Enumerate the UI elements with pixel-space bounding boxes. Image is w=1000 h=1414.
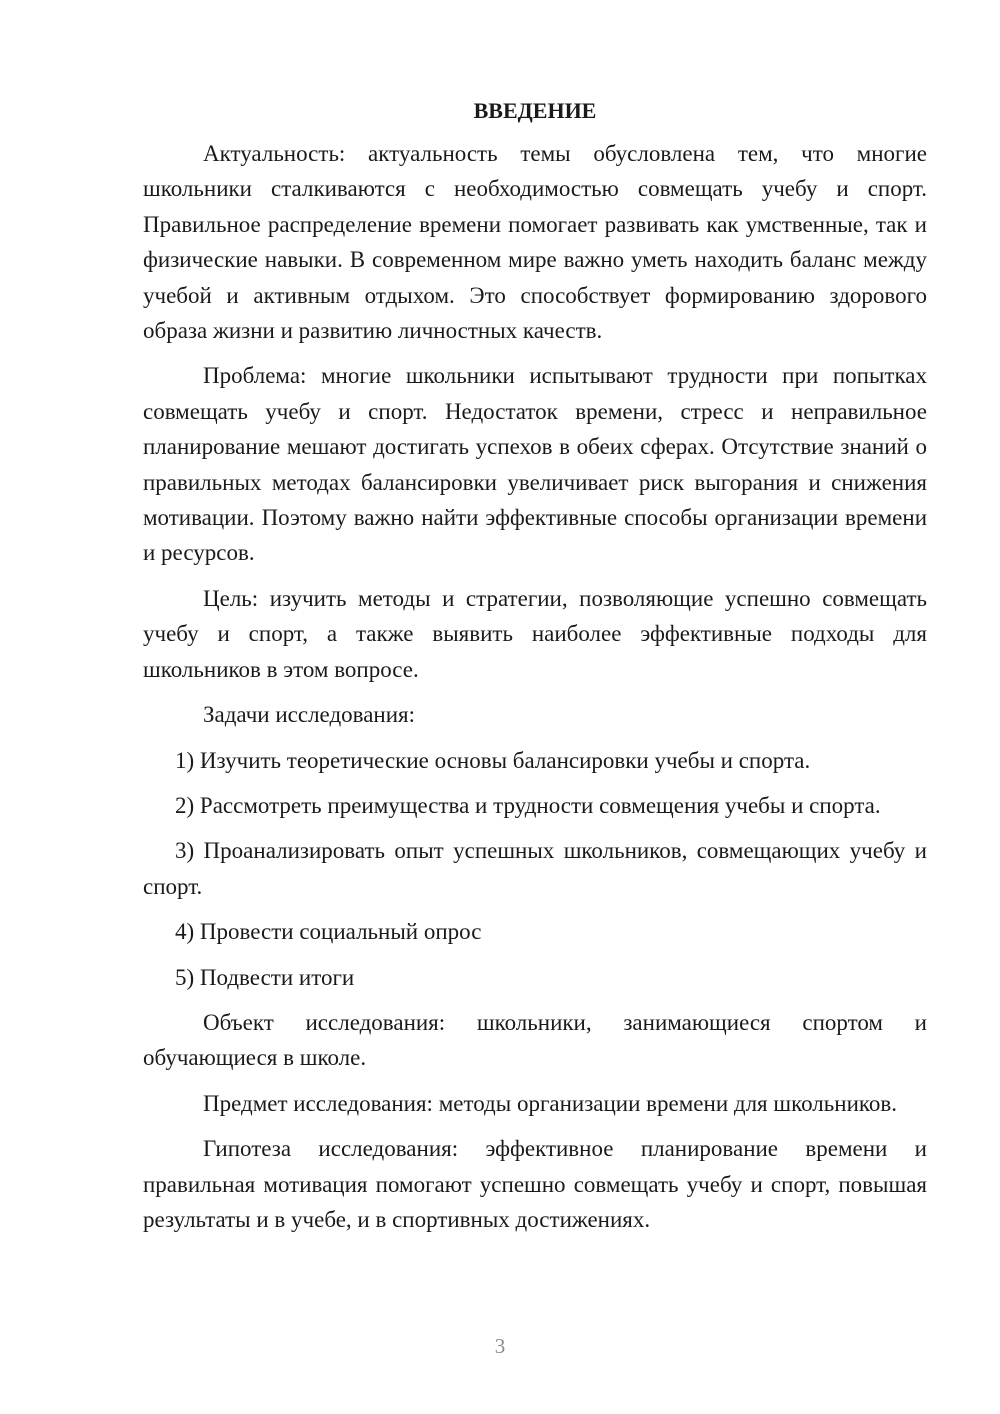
task-item: 2) Рассмотреть преимущества и трудности совмещения учебы и спорта. <box>175 792 881 818</box>
hypothesis-paragraph: Гипотеза исследования: эффективное планирование времени и правильная мотивация помогают успешно совмещать учебу и спорт, повышая результаты и в учебе, и в спортивных достижениях. <box>143 1136 927 1232</box>
task-item: 4) Провести социальный опрос <box>175 919 482 945</box>
object-paragraph: Объект исследования: школьники, занимающиеся спортом и обучающиеся в школе. <box>143 1009 927 1071</box>
task-item: 1) Изучить теоретические основы балансировки учебы и спорта. <box>175 747 811 773</box>
page-content <box>143 96 927 1247</box>
relevance-paragraph: Актуальность: актуальность темы обусловлена тем, что многие школьники сталкиваются с необходимостью совмещать учебу и спорт. Правильное распределение времени помогает развивать как умственные, так и физические навыки. В современном мире важно уметь находить баланс между учебой и активным отдыхом. Это способствует формированию здорового образа жизни и развитию личностных качеств. <box>143 141 927 344</box>
task-item: 3) Проанализировать опыт успешных школьников, совмещающих учебу и спорт. <box>143 838 927 899</box>
page-number: 3 <box>494 1334 506 1358</box>
subject-paragraph: Предмет исследования: методы организации времени для школьников. <box>203 1090 897 1116</box>
tasks-heading: Задачи исследования: <box>203 702 416 728</box>
task-item: 5) Подвести итоги <box>175 964 355 990</box>
section-title: ВВЕДЕНИЕ <box>473 98 597 123</box>
problem-paragraph: Проблема: многие школьники испытывают трудности при попытках совмещать учебу и спорт. Недостаток времени, стресс и неправильное планирование мешают достигать успехов в обеих сферах. Отсутствие знаний о правильных методах балансировки увеличивает риск выгорания и снижения мотивации. Поэтому важно найти эффективные способы организации времени и ресурсов. <box>143 363 927 566</box>
goal-paragraph: Цель: изучить методы и стратегии, позволяющие успешно совмещать учебу и спорт, а также выявить наиболее эффективные подходы для школьников в этом вопросе. <box>143 585 927 682</box>
